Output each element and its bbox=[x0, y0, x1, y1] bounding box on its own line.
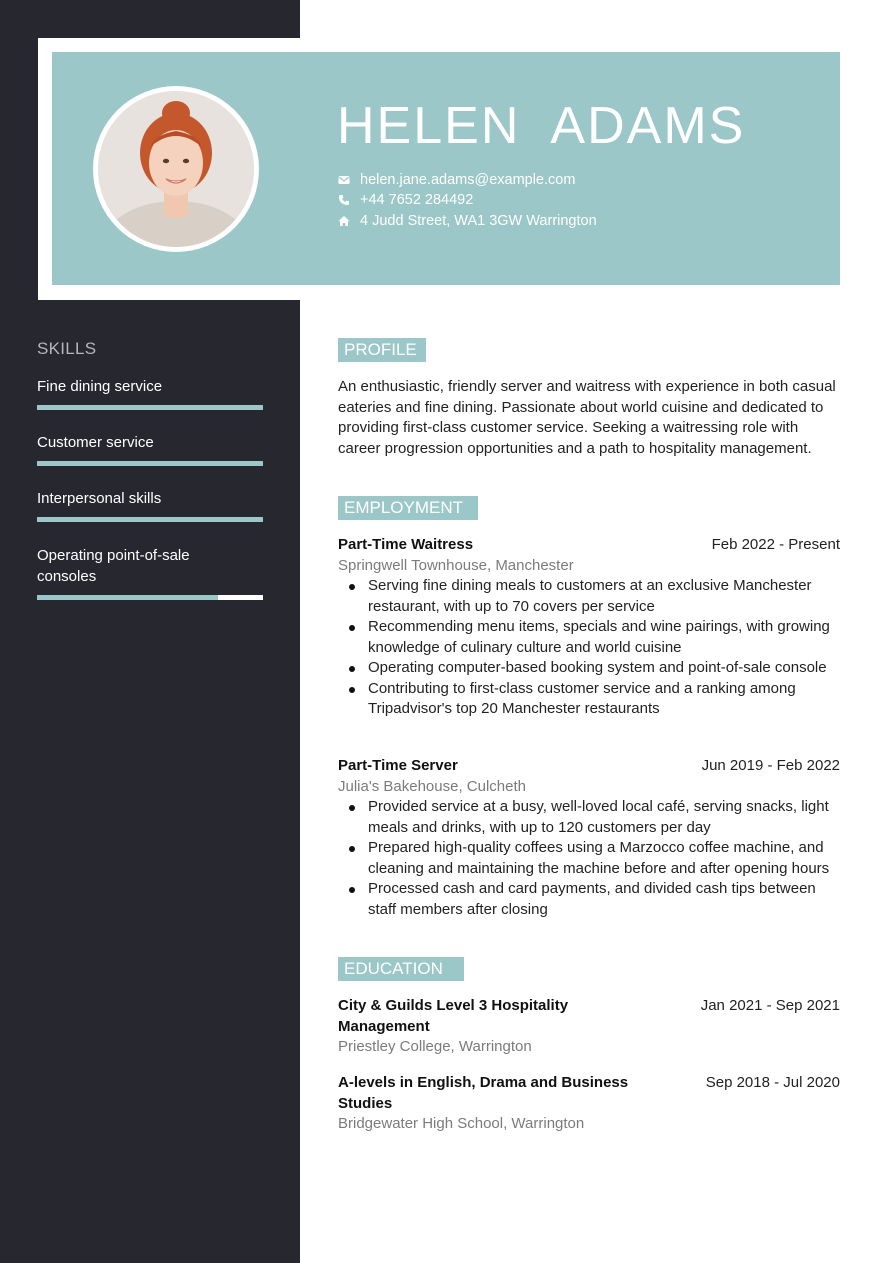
avatar-illustration bbox=[98, 91, 254, 247]
list-item: Recommending menu items, specials and wine pairings, with growing knowledge of culinary culture and world cuisine bbox=[338, 617, 840, 658]
job-dates: Feb 2022 - Present bbox=[711, 536, 840, 553]
skill-item bbox=[37, 546, 263, 587]
skill-item bbox=[37, 377, 263, 398]
job-employer: Springwell Townhouse, Manchester bbox=[338, 556, 574, 574]
email-icon bbox=[338, 174, 350, 186]
skill-item bbox=[37, 489, 263, 510]
job-entry bbox=[338, 535, 840, 720]
education-heading: EDUCATION bbox=[338, 957, 464, 981]
home-icon bbox=[338, 215, 350, 227]
education-school: Bridgewater High School, Warrington bbox=[338, 1115, 585, 1132]
skill-level bbox=[37, 461, 263, 466]
skill-bar bbox=[37, 405, 263, 410]
education-title: A-levels in English, Drama and Business Studies bbox=[338, 1074, 629, 1112]
contact-email bbox=[338, 170, 575, 190]
job-entry bbox=[338, 756, 840, 920]
list-item: Serving fine dining meals to customers at an exclusive Manchester restaurant, with up to 70 covers per service bbox=[338, 576, 840, 617]
skill-bar bbox=[37, 595, 263, 600]
job-employer: Julia's Bakehouse, Culcheth bbox=[338, 777, 526, 795]
job-duties bbox=[338, 576, 840, 720]
skill-bar bbox=[37, 517, 263, 522]
education-school: Priestley College, Warrington bbox=[338, 1038, 532, 1055]
skill-label: Customer service bbox=[37, 434, 154, 451]
education-dates: Sep 2018 - Jul 2020 bbox=[705, 1074, 840, 1091]
education-entry bbox=[338, 996, 840, 1058]
job-dates: Jun 2019 - Feb 2022 bbox=[701, 757, 840, 774]
phone-text[interactable]: +44 7652 284492 bbox=[360, 192, 474, 208]
skill-level bbox=[37, 595, 218, 600]
skill-item bbox=[37, 433, 263, 454]
education-dates: Jan 2021 - Sep 2021 bbox=[700, 997, 840, 1014]
profile-photo bbox=[93, 86, 259, 252]
education-entry bbox=[338, 1073, 840, 1135]
job-duties bbox=[338, 797, 840, 920]
list-item: Operating computer-based booking system and point-of-sale console bbox=[338, 658, 840, 679]
email-text[interactable]: helen.jane.adams@example.com bbox=[360, 172, 576, 188]
candidate-name: HELEN ADAMS bbox=[337, 97, 746, 155]
address-text: 4 Judd Street, WA1 3GW Warrington bbox=[360, 213, 597, 229]
skill-level bbox=[37, 405, 263, 410]
skill-level bbox=[37, 517, 263, 522]
skill-label: Fine dining service bbox=[37, 378, 163, 395]
education-title: City & Guilds Level 3 Hospitality Management bbox=[338, 997, 569, 1035]
skills-heading: SKILLS bbox=[37, 339, 97, 358]
list-item: Processed cash and card payments, and divided cash tips between staff members after closing bbox=[338, 879, 840, 920]
job-title: Part-Time Server bbox=[338, 757, 458, 774]
employment-heading: EMPLOYMENT bbox=[338, 496, 478, 520]
list-item: Contributing to first-class customer service and a ranking among Tripadvisor's top 20 Manchester restaurants bbox=[338, 679, 840, 720]
contact-address bbox=[338, 211, 597, 231]
list-item: Provided service at a busy, well-loved local café, serving snacks, light meals and drinks, with up to 120 customers per day bbox=[338, 797, 840, 838]
skill-label: Operating point-of-sale consoles bbox=[37, 547, 190, 585]
contact-phone bbox=[338, 190, 473, 210]
list-item: Prepared high-quality coffees using a Marzocco coffee machine, and cleaning and maintaining the machine before and after opening hours bbox=[338, 838, 840, 879]
phone-icon bbox=[338, 194, 350, 206]
job-title: Part-Time Waitress bbox=[338, 536, 474, 553]
profile-text: An enthusiastic, friendly server and waitress with experience in both casual eateries and fine dining. Passionate about world cuisine and dedicated to providing first-class customer service. Seeking a waitressing role with career progression opportunities and a path to hospitality management. bbox=[338, 378, 836, 457]
skill-label: Interpersonal skills bbox=[37, 490, 162, 507]
skill-bar bbox=[37, 461, 263, 466]
profile-heading: PROFILE bbox=[338, 338, 426, 362]
avatar bbox=[98, 91, 254, 247]
